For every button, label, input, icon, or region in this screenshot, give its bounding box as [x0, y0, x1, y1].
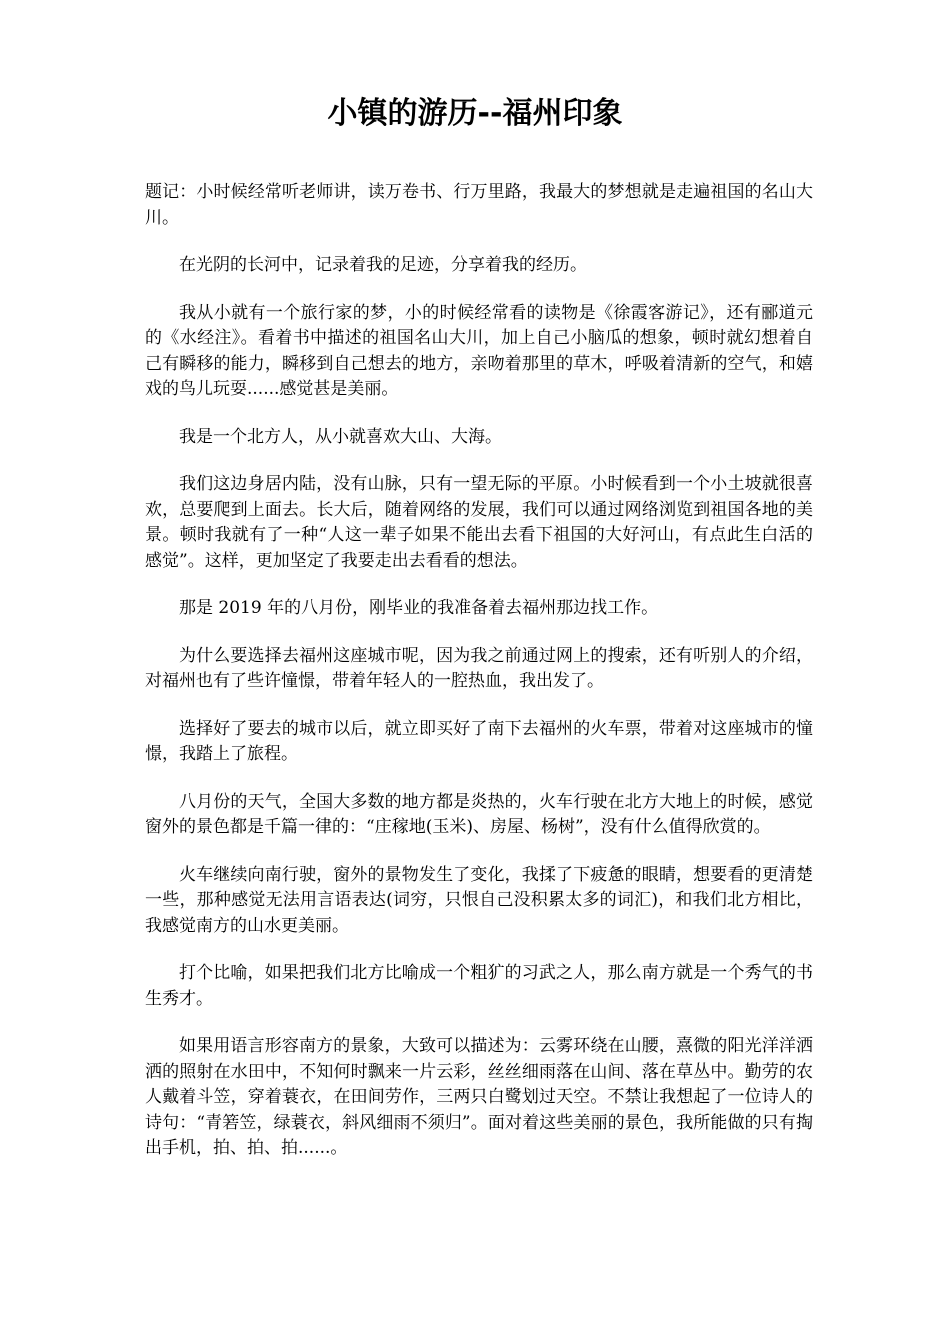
paragraph: 我们这边身居内陆，没有山脉，只有一望无际的平原。小时候看到一个小土坡就很喜欢，总要爬到上面去。长大后，随着网络的发展，我们可以通过网络浏览到祖国各地的美景。顿时我就有了一种“人这一辈子如果不能出去看下祖国的大好河山，有点此生白活的感觉”。这样，更加坚定了我要走出去看看的想法。	[145, 474, 813, 571]
paragraph-epigraph: 题记：小时候经常听老师讲，读万卷书、行万里路，我最大的梦想就是走遍祖国的名山大川。	[145, 182, 813, 228]
paragraph: 如果用语言形容南方的景象，大致可以描述为：云雾环绕在山腰，熹微的阳光洋洋洒洒的照射在水田中，不知何时飘来一片云彩，丝丝细雨落在山间、落在草丛中。勤劳的农人戴着斗笠，穿着蓑衣，在田间劳作，三两只白鹭划过天空。不禁让我想起了一位诗人的诗句：“青箬笠，绿蓑衣，斜风细雨不须归”。面对着这些美丽的景色，我所能做的只有掏出手机，拍、拍、拍......。	[145, 1036, 813, 1158]
paragraph: 我是一个北方人，从小就喜欢大山、大海。	[179, 426, 502, 447]
document-title: 小镇的游历--福州印象	[327, 96, 623, 131]
paragraph: 我从小就有一个旅行家的梦，小的时候经常看的读物是《徐霞客游记》，还有郦道元的《水经注》。看着书中描述的祖国名山大川，加上自己小脑瓜的想象，顿时就幻想着自己有瞬移的能力，瞬移到自己想去的地方，亲吻着那里的草木，呼吸着清新的空气，和嬉戏的鸟儿玩耍......感觉甚是美丽。	[145, 302, 813, 399]
paragraph: 为什么要选择去福州这座城市呢，因为我之前通过网上的搜索，还有听别人的介绍，对福州也有了些许憧憬，带着年轻人的一腔热血，我出发了。	[145, 645, 813, 691]
paragraph: 打个比喻，如果把我们北方比喻成一个粗犷的习武之人，那么南方就是一个秀气的书生秀才。	[145, 963, 813, 1009]
paragraph: 八月份的天气，全国大多数的地方都是炎热的，火车行驶在北方大地上的时候，感觉窗外的景色都是千篇一律的：“庄稼地(玉米)、房屋、杨树”，没有什么值得欣赏的。	[145, 791, 813, 837]
paragraph: 火车继续向南行驶，窗外的景物发生了变化，我揉了下疲惫的眼睛，想要看的更清楚一些，那种感觉无法用言语表达(词穷，只恨自己没积累太多的词汇)，和我们北方相比，我感觉南方的山水更美丽。	[145, 864, 813, 936]
paragraph: 选择好了要去的城市以后，就立即买好了南下去福州的火车票，带着对这座城市的憧憬，我踏上了旅程。	[145, 718, 813, 764]
paragraph: 那是 2019 年的八月份，刚毕业的我准备着去福州那边找工作。	[179, 598, 659, 618]
document-body	[145, 180, 813, 1184]
paragraph: 在光阴的长河中，记录着我的足迹，分享着我的经历。	[179, 255, 587, 275]
